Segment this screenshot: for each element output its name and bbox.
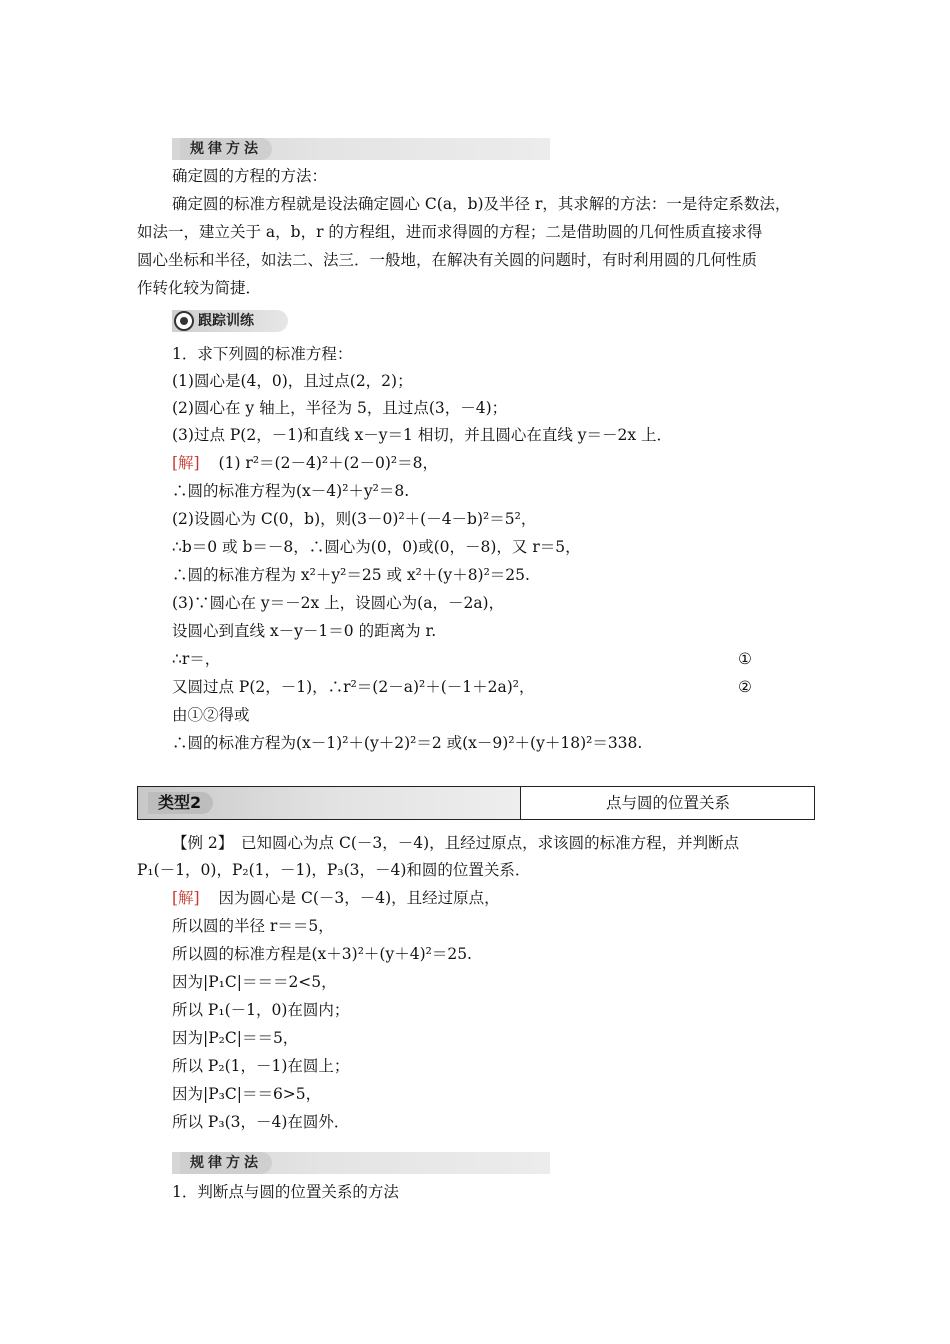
solution-text: 因为圆心是 C(－3，－4)，且经过原点， [218, 889, 500, 907]
method-header-bar [172, 1152, 550, 1174]
target-icon [174, 311, 194, 331]
solution-line: (3)∵圆心在 y＝－2x 上，设圆心为(a，－2a)， [172, 594, 505, 612]
solution-first-line [172, 453, 438, 473]
equation-mark-2: ② [738, 678, 752, 696]
method-header-bar [172, 138, 550, 160]
solution-line: (2)设圆心为 C(0，b)，则(3－0)²＋(－4－b)²＝5²， [172, 510, 537, 528]
example-solution-first-line [172, 888, 500, 908]
type-tag: 类型2 [148, 792, 213, 814]
example-solution-line: 所以圆的标准方程是(x＋3)²＋(y＋4)²＝25. [172, 945, 472, 963]
type-header-box [137, 786, 815, 820]
training-header [172, 310, 288, 332]
solution-line: ∴圆的标准方程为 x²＋y²＝25 或 x²＋(y＋8)²＝25. [172, 566, 530, 584]
method-header-label: 规律方法 [180, 138, 272, 160]
example-solution-line: 因为|P₃C|＝＝6>5， [172, 1085, 322, 1103]
example-solution-line: 因为|P₁C|＝＝＝2<5， [172, 973, 337, 991]
training-header-label: 跟踪训练 [198, 313, 254, 329]
example-solution-line: 因为|P₂C|＝＝5， [172, 1029, 299, 1047]
example-solution-line: 所以 P₂(1，－1)在圆上； [172, 1057, 350, 1075]
method-header-label: 规律方法 [180, 1152, 272, 1174]
solution-line: 由①②得或 [172, 706, 250, 724]
solution-line: 又圆过点 P(2，－1)，∴r²＝(2－a)²＋(－1＋2a)²， [172, 678, 535, 696]
problem-line: (1)圆心是(4，0)，且过点(2，2)； [172, 372, 413, 390]
problem-line: (2)圆心在 y 轴上，半径为 5，且过点(3，－4)； [172, 399, 508, 417]
solution-tag: [解] [172, 889, 200, 907]
example-line: 【例 2】 已知圆心为点 C(－3，－4)，且经过原点，求该圆的标准方程，并判断点 [172, 834, 740, 852]
solution-text: (1) r²＝(2－4)²＋(2－0)²＝8， [218, 454, 438, 472]
solution-tag: [解] [172, 454, 200, 472]
method-text-line: 圆心坐标和半径，如法二、法三．一般地，在解决有关圆的问题时，有时利用圆的几何性质 [137, 251, 758, 269]
type-header-left [138, 787, 520, 819]
solution-line: ∴圆的标准方程为(x－4)²＋y²＝8. [172, 482, 410, 500]
equation-mark-1: ① [738, 650, 752, 668]
solution-line: ∴圆的标准方程为(x－1)²＋(y＋2)²＝2 或(x－9)²＋(y＋18)²＝338. [172, 734, 643, 752]
solution-line: 设圆心到直线 x－y－1＝0 的距离为 r. [172, 622, 437, 640]
solution-line: ∴r＝， [172, 650, 221, 668]
solution-line: ∴b＝0 或 b＝－8，∴圆心为(0，0)或(0，－8)，又 r＝5， [172, 538, 581, 556]
method-text-line: 作转化较为简捷． [137, 279, 262, 297]
example-solution-line: 所以 P₃(3，－4)在圆外． [172, 1113, 350, 1131]
problem-line: 1．求下列圆的标准方程： [172, 345, 353, 363]
problem-line: (3)过点 P(2，－1)和直线 x－y＝1 相切，并且圆心在直线 y＝－2x 上． [172, 426, 673, 444]
method-text-line: 确定圆的方程的方法： [172, 167, 328, 185]
type-title: 点与圆的位置关系 [520, 787, 815, 819]
example-line: P₁(－1，0)，P₂(1，－1)，P₃(3，－4)和圆的位置关系． [137, 861, 531, 879]
example-solution-line: 所以 P₁(－1，0)在圆内； [172, 1001, 350, 1019]
method-text-line: 1．判断点与圆的位置关系的方法 [172, 1183, 399, 1201]
method-text-line: 确定圆的标准方程就是设法确定圆心 C(a，b)及半径 r，其求解的方法：一是待定系数法， [172, 195, 791, 213]
example-solution-line: 所以圆的半径 r＝＝5， [172, 917, 334, 935]
method-text-line: 如法一，建立关于 a，b，r 的方程组，进而求得圆的方程；二是借助圆的几何性质直接求得 [137, 223, 763, 241]
